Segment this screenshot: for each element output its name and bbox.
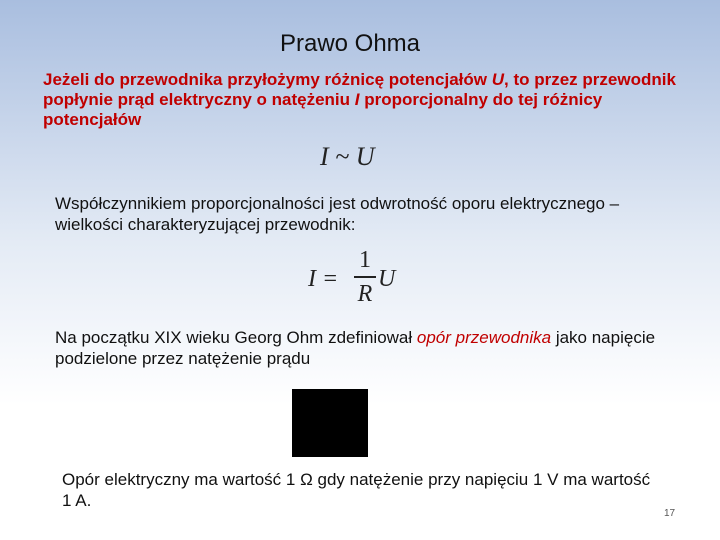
slide-title (0, 30, 720, 58)
proportionality-formula: I ~ U (320, 142, 375, 171)
fraction-bar (354, 276, 376, 278)
page-number: 17 (664, 508, 676, 519)
para2-part1: Na początku XIX wieku Georg Ohm zdefiniował (55, 328, 417, 347)
intro-part2: , to przez przewodnik popłynie prąd elektryczny o natężeniu (43, 70, 676, 109)
intro-symbol-u: U (491, 70, 504, 89)
coefficient-paragraph: Współczynnikiem proporcjonalności jest odwrotność oporu elektrycznego – wielkości charakteryzującej przewodnik: (55, 194, 620, 234)
resistance-emphasis: opór przewodnika (416, 328, 552, 347)
para2-part2: jako napięcie podzielone przez natężenie prądu (55, 328, 656, 368)
slide-title-text: Prawo Ohma (279, 30, 421, 57)
ohm-formula-lhs: I = (308, 266, 339, 292)
ohm-definition-paragraph (55, 327, 675, 369)
intro-part1: Jeżeli do przewodnika przyłożymy różnicę potencjałów (43, 70, 492, 89)
intro-symbol-i: I (354, 90, 360, 109)
ohm-unit-paragraph: Opór elektryczny ma wartość 1 Ω gdy natężenie przy napięciu 1 V ma wartość 1 A. (62, 470, 651, 510)
intro-part3: proporcjonalny do tej różnicy potencjałów (43, 90, 603, 129)
intro-text (43, 70, 683, 130)
fraction-denominator: R (357, 280, 373, 307)
black-image-placeholder (292, 389, 368, 457)
ohm-formula-fraction (354, 246, 376, 308)
ohm-formula (308, 246, 408, 316)
ohm-formula-rhs: U (378, 266, 396, 292)
fraction-numerator: 1 (359, 247, 371, 273)
